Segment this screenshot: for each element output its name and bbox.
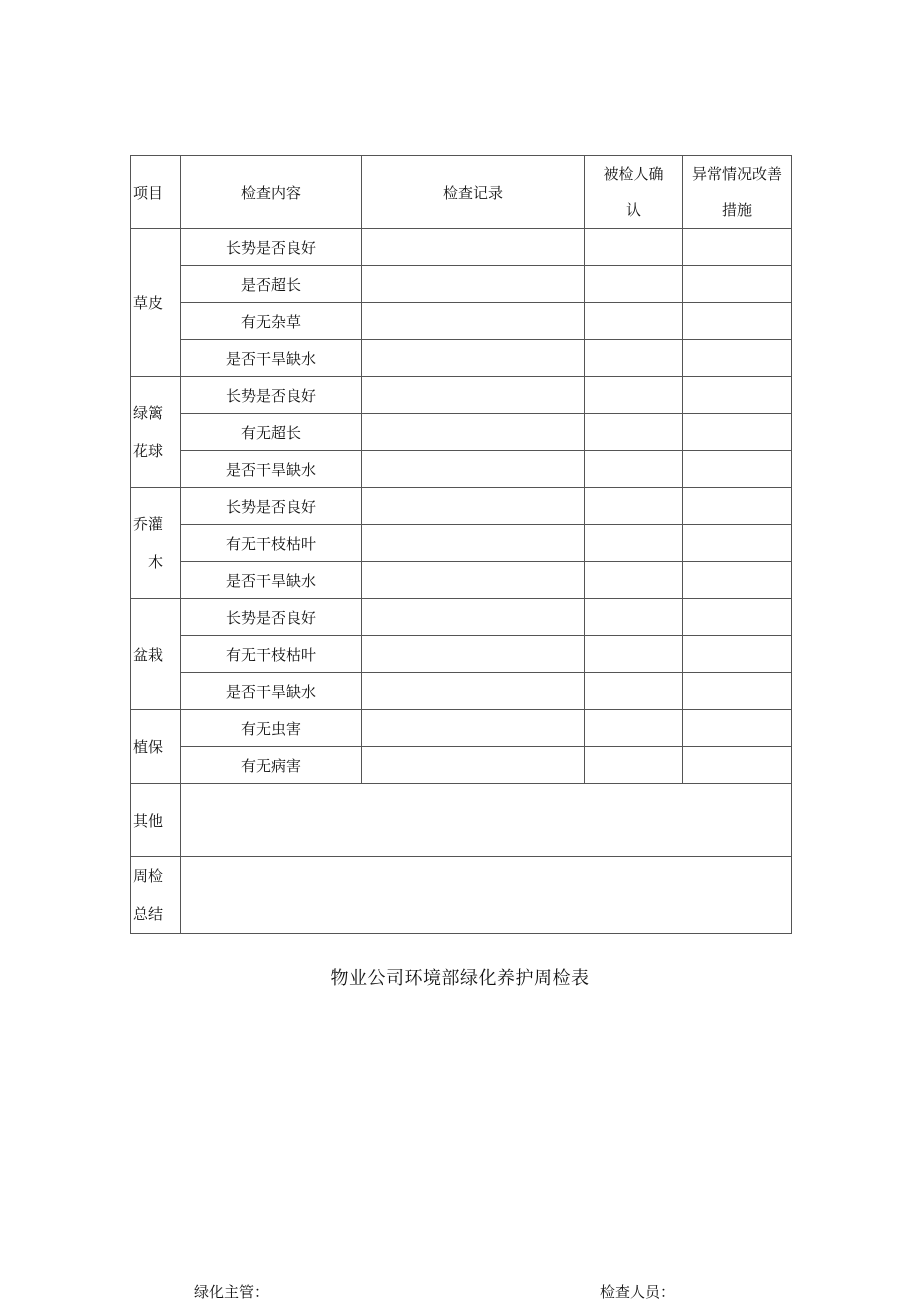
check-item-label: 有无超长 [240,423,301,442]
improve-cell[interactable] [683,488,792,525]
improve-cell[interactable] [683,266,792,303]
improve-cell[interactable] [683,377,792,414]
record-cell[interactable] [362,266,585,303]
improve-cell[interactable] [683,747,792,784]
category-label: 草皮 [133,294,164,312]
check-item-label: 有无干枝枯叶 [225,534,316,553]
table-row [131,562,792,599]
confirm-cell[interactable] [585,377,683,414]
record-cell[interactable] [362,525,585,562]
check-item-label: 有无病害 [240,756,301,775]
confirm-cell[interactable] [585,562,683,599]
other-label: 其他 [133,811,164,830]
check-item [181,710,362,747]
record-cell[interactable] [362,377,585,414]
confirm-cell[interactable] [585,414,683,451]
summary-label-line1: 周检 [133,867,164,885]
record-cell[interactable] [362,414,585,451]
record-cell[interactable] [362,229,585,266]
table-row [131,377,792,414]
improve-cell[interactable] [683,340,792,377]
header-item-label: 项目 [133,183,164,202]
improve-cell[interactable] [683,451,792,488]
check-item [181,414,362,451]
header-content-label: 检查内容 [240,183,301,202]
improve-cell[interactable] [683,710,792,747]
check-item [181,673,362,710]
other-content-cell[interactable] [181,784,792,857]
category-cell-plant-protection [131,710,181,784]
header-confirm-line1: 被检人确 [603,165,664,183]
category-cell-lawn [131,229,181,377]
confirm-cell[interactable] [585,229,683,266]
confirm-cell[interactable] [585,599,683,636]
confirm-cell[interactable] [585,340,683,377]
confirm-cell[interactable] [585,747,683,784]
check-item-label: 有无虫害 [240,719,301,738]
check-item [181,377,362,414]
header-record-label: 检查记录 [442,183,503,202]
document-title: 物业公司环境部绿化养护周检表 [330,968,590,989]
category-label: 盆栽 [133,645,164,664]
header-improve-line1: 异常情况改善 [691,165,782,183]
category-label: 植保 [133,738,164,756]
table-row [131,266,792,303]
category-label-line2: 花球 [133,442,164,460]
check-item-label: 有无干枝枯叶 [225,645,316,664]
confirm-cell[interactable] [585,525,683,562]
header-confirm-line2: 认 [625,201,641,219]
table-row [131,488,792,525]
header-improve-line2: 措施 [721,201,752,219]
record-cell[interactable] [362,636,585,673]
record-cell[interactable] [362,562,585,599]
improve-cell[interactable] [683,229,792,266]
improve-cell[interactable] [683,414,792,451]
confirm-cell[interactable] [585,303,683,340]
record-cell[interactable] [362,710,585,747]
check-item [181,451,362,488]
record-cell[interactable] [362,747,585,784]
check-item [181,488,362,525]
table-row [131,451,792,488]
check-item-label: 有无杂草 [240,312,301,331]
header-content [181,156,362,229]
check-item-label: 长势是否良好 [225,608,316,627]
table-row [131,747,792,784]
check-item [181,636,362,673]
header-improve [683,156,792,229]
check-item [181,303,362,340]
improve-cell[interactable] [683,636,792,673]
confirm-cell[interactable] [585,710,683,747]
other-label-cell [131,784,181,857]
table-row [131,636,792,673]
table-row [131,340,792,377]
check-item [181,340,362,377]
table-row [131,303,792,340]
summary-row [131,857,792,934]
table-row [131,710,792,747]
check-item [181,599,362,636]
record-cell[interactable] [362,451,585,488]
confirm-cell[interactable] [585,488,683,525]
category-cell-hedge [131,377,181,488]
summary-label-cell [131,857,181,934]
header-item [131,156,181,229]
confirm-cell[interactable] [585,636,683,673]
summary-label-line2: 总结 [133,905,164,923]
improve-cell[interactable] [683,303,792,340]
record-cell[interactable] [362,488,585,525]
confirm-cell[interactable] [585,673,683,710]
improve-cell[interactable] [683,599,792,636]
check-item-label: 长势是否良好 [225,386,316,405]
check-item-label: 是否干旱缺水 [225,571,316,590]
record-cell[interactable] [362,673,585,710]
category-cell-potted [131,599,181,710]
inspection-table [130,155,792,934]
record-cell[interactable] [362,303,585,340]
check-item-label: 是否干旱缺水 [225,460,316,479]
check-item-label: 是否干旱缺水 [225,682,316,701]
table-row [131,673,792,710]
check-item [181,525,362,562]
category-label-line1: 绿篱 [133,404,164,422]
record-cell[interactable] [362,340,585,377]
check-item-label: 长势是否良好 [225,238,316,257]
check-item-label: 长势是否良好 [225,497,316,516]
check-item-label: 是否干旱缺水 [225,349,316,368]
check-item [181,229,362,266]
confirm-cell[interactable] [585,266,683,303]
check-item [181,747,362,784]
record-cell[interactable] [362,599,585,636]
category-cell-trees [131,488,181,599]
improve-cell[interactable] [683,673,792,710]
category-label-line1: 乔灌 [133,515,164,533]
table-row [131,599,792,636]
improve-cell[interactable] [683,525,792,562]
table-row [131,525,792,562]
confirm-cell[interactable] [585,451,683,488]
header-confirm [585,156,683,229]
summary-content-cell[interactable] [181,857,792,934]
table-header-row [131,156,792,229]
other-row [131,784,792,857]
header-record [362,156,585,229]
check-item [181,266,362,303]
supervisor-signature-label: 绿化主管： [194,1283,270,1301]
table-row [131,229,792,266]
check-item [181,562,362,599]
category-label-line2: 木 [147,553,163,571]
improve-cell[interactable] [683,562,792,599]
check-item-label: 是否超长 [240,275,301,294]
table-row [131,414,792,451]
inspector-signature-label: 检查人员： [600,1283,676,1301]
